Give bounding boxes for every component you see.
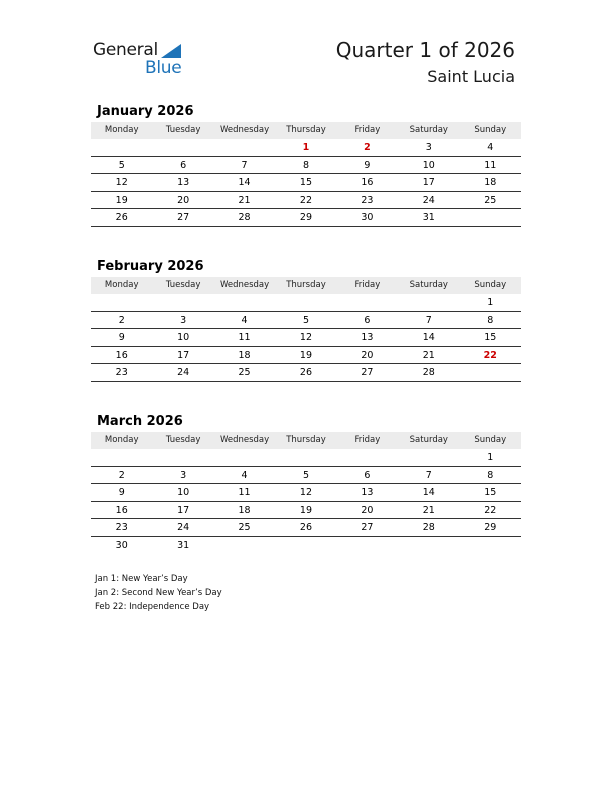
day-cell: 20 xyxy=(361,349,374,361)
week-row xyxy=(91,364,521,382)
week-row xyxy=(91,484,521,502)
week-row xyxy=(91,467,521,485)
week-row xyxy=(91,139,521,157)
day-cell: 26 xyxy=(115,212,128,223)
day-cell: 30 xyxy=(361,212,374,223)
day-cell: 5 xyxy=(302,314,309,326)
day-cell: 19 xyxy=(299,349,313,361)
day-cell: 3 xyxy=(180,469,187,481)
weekday-header: Monday xyxy=(104,125,139,135)
day-cell: 12 xyxy=(299,487,313,498)
day-cell: 1 xyxy=(487,297,494,308)
page-title: Quarter 1 of 2026 xyxy=(335,38,515,62)
day-cell: 14 xyxy=(238,177,251,188)
day-cell: 6 xyxy=(180,159,187,171)
day-cell: 12 xyxy=(299,332,313,343)
week-row xyxy=(91,502,521,520)
day-cell: 15 xyxy=(484,487,497,498)
day-cell: 16 xyxy=(115,504,128,516)
empty-day-cell xyxy=(91,449,152,466)
week-row xyxy=(91,519,521,537)
day-cell: 25 xyxy=(238,522,251,533)
week-row xyxy=(91,347,521,365)
day-cell: 28 xyxy=(422,367,435,378)
day-cell: 13 xyxy=(177,177,190,188)
logo-triangle-icon xyxy=(161,44,181,58)
empty-day-cell xyxy=(337,537,398,555)
empty-day-cell xyxy=(460,209,521,226)
day-cell: 18 xyxy=(484,177,497,188)
day-cell: 26 xyxy=(299,367,313,378)
day-cell: 1 xyxy=(487,452,494,463)
day-cell: 21 xyxy=(238,194,251,206)
day-cell: 17 xyxy=(177,349,190,361)
holiday-note: Jan 2: Second New Year’s Day xyxy=(95,588,222,598)
day-cell: 9 xyxy=(118,332,125,343)
weekday-header-row xyxy=(91,432,521,449)
day-cell: 15 xyxy=(299,177,313,188)
empty-day-cell xyxy=(275,449,336,466)
weekday-header: Monday xyxy=(104,280,139,290)
day-cell: 8 xyxy=(487,469,494,481)
day-cell: 31 xyxy=(177,539,190,551)
day-cell: 2 xyxy=(364,142,371,153)
day-cell: 23 xyxy=(115,522,128,533)
day-cell: 20 xyxy=(361,504,374,516)
empty-day-cell xyxy=(398,537,459,555)
empty-day-cell xyxy=(337,449,398,466)
weekday-header: Friday xyxy=(354,280,381,290)
month-grid xyxy=(91,277,521,382)
day-cell: 7 xyxy=(425,314,432,326)
day-cell: 9 xyxy=(364,159,371,171)
day-cell: 1 xyxy=(302,142,310,153)
empty-day-cell xyxy=(152,139,213,156)
day-cell: 5 xyxy=(118,159,125,171)
day-cell: 17 xyxy=(177,504,190,516)
month-title: March 2026 xyxy=(97,414,183,429)
empty-day-cell xyxy=(337,294,398,311)
day-cell: 24 xyxy=(177,367,190,378)
weekday-header: Sunday xyxy=(474,280,507,290)
day-cell: 24 xyxy=(177,522,190,533)
logo-text-general: General xyxy=(93,40,158,60)
day-cell: 12 xyxy=(115,177,128,188)
day-cell: 3 xyxy=(180,314,187,326)
empty-day-cell xyxy=(214,537,275,555)
day-cell: 27 xyxy=(361,522,374,533)
holiday-note: Jan 1: New Year’s Day xyxy=(95,574,188,584)
day-cell: 9 xyxy=(118,487,125,498)
weekday-header: Sunday xyxy=(474,435,507,445)
day-cell: 24 xyxy=(422,194,435,206)
weekday-header: Thursday xyxy=(286,125,326,135)
holiday-note: Feb 22: Independence Day xyxy=(95,602,210,612)
day-cell: 6 xyxy=(364,469,371,481)
day-cell: 8 xyxy=(487,314,494,326)
empty-day-cell xyxy=(398,294,459,311)
weekday-header: Wednesday xyxy=(219,280,270,290)
week-row xyxy=(91,174,521,192)
month-grid xyxy=(91,432,521,554)
empty-day-cell xyxy=(91,294,152,311)
weekday-header: Friday xyxy=(354,125,381,135)
day-cell: 23 xyxy=(361,194,374,206)
day-cell: 30 xyxy=(115,539,128,551)
empty-day-cell xyxy=(398,449,459,466)
day-cell: 10 xyxy=(422,159,435,171)
week-row xyxy=(91,209,521,227)
empty-day-cell xyxy=(214,449,275,466)
empty-day-cell xyxy=(214,139,275,156)
day-cell: 10 xyxy=(177,332,190,343)
month-grid xyxy=(91,122,521,227)
empty-day-cell xyxy=(214,294,275,311)
weekday-header: Tuesday xyxy=(165,435,201,445)
day-cell: 16 xyxy=(115,349,128,361)
day-cell: 2 xyxy=(118,314,125,326)
day-cell: 14 xyxy=(422,332,435,343)
month-title: February 2026 xyxy=(97,259,204,274)
weekday-header: Tuesday xyxy=(165,280,201,290)
day-cell: 29 xyxy=(484,522,497,533)
weekday-header: Wednesday xyxy=(219,125,270,135)
day-cell: 22 xyxy=(484,504,497,516)
day-cell: 3 xyxy=(425,142,432,153)
day-cell: 11 xyxy=(238,487,251,498)
day-cell: 19 xyxy=(299,504,313,516)
day-cell: 8 xyxy=(302,159,309,171)
day-cell: 23 xyxy=(115,367,128,378)
week-row xyxy=(91,294,521,312)
month-title: January 2026 xyxy=(97,104,194,119)
day-cell: 13 xyxy=(361,487,374,498)
week-row xyxy=(91,537,521,555)
weekday-header: Tuesday xyxy=(165,125,201,135)
weekday-header: Wednesday xyxy=(219,435,270,445)
day-cell: 14 xyxy=(422,487,435,498)
weekday-header: Saturday xyxy=(409,125,448,135)
weekday-header-row xyxy=(91,122,521,139)
generalblue-logo xyxy=(93,40,193,80)
day-cell: 26 xyxy=(299,522,313,533)
empty-day-cell xyxy=(91,139,152,156)
page-subtitle: Saint Lucia xyxy=(427,67,515,86)
day-cell: 16 xyxy=(361,177,374,188)
weekday-header: Monday xyxy=(104,435,139,445)
day-cell: 4 xyxy=(241,314,248,326)
day-cell: 27 xyxy=(361,367,374,378)
day-cell: 31 xyxy=(422,212,435,223)
day-cell: 7 xyxy=(241,159,248,171)
day-cell: 5 xyxy=(302,469,309,481)
weekday-header: Thursday xyxy=(286,435,326,445)
day-cell: 20 xyxy=(177,194,190,206)
day-cell: 11 xyxy=(484,159,497,171)
weekday-header: Sunday xyxy=(474,125,507,135)
day-cell: 27 xyxy=(177,212,190,223)
day-cell: 25 xyxy=(484,194,497,206)
empty-day-cell xyxy=(275,537,336,555)
day-cell: 10 xyxy=(177,487,190,498)
week-row xyxy=(91,192,521,210)
day-cell: 11 xyxy=(238,332,251,343)
logo-text-blue: Blue xyxy=(145,58,182,78)
empty-day-cell xyxy=(460,537,521,555)
day-cell: 22 xyxy=(299,194,313,206)
day-cell: 19 xyxy=(115,194,128,206)
weekday-header: Friday xyxy=(354,435,381,445)
day-cell: 6 xyxy=(364,314,371,326)
day-cell: 4 xyxy=(241,469,248,481)
week-row xyxy=(91,329,521,347)
day-cell: 13 xyxy=(361,332,374,343)
weekday-header: Saturday xyxy=(409,280,448,290)
day-cell: 28 xyxy=(422,522,435,533)
day-cell: 29 xyxy=(299,212,313,223)
day-cell: 2 xyxy=(118,469,125,481)
empty-day-cell xyxy=(152,449,213,466)
day-cell: 17 xyxy=(422,177,435,188)
holiday-notes xyxy=(95,572,222,614)
empty-day-cell xyxy=(275,294,336,311)
weekday-header: Saturday xyxy=(409,435,448,445)
weekday-header: Thursday xyxy=(286,280,326,290)
day-cell: 25 xyxy=(238,367,251,378)
empty-day-cell xyxy=(460,364,521,381)
week-row xyxy=(91,157,521,175)
day-cell: 18 xyxy=(238,349,251,361)
week-row xyxy=(91,312,521,330)
day-cell: 21 xyxy=(422,504,435,516)
day-cell: 22 xyxy=(483,349,497,361)
day-cell: 4 xyxy=(487,142,494,153)
empty-day-cell xyxy=(152,294,213,311)
day-cell: 7 xyxy=(425,469,432,481)
day-cell: 21 xyxy=(422,349,435,361)
day-cell: 15 xyxy=(484,332,497,343)
day-cell: 28 xyxy=(238,212,251,223)
weekday-header-row xyxy=(91,277,521,294)
week-row xyxy=(91,449,521,467)
day-cell: 18 xyxy=(238,504,251,516)
